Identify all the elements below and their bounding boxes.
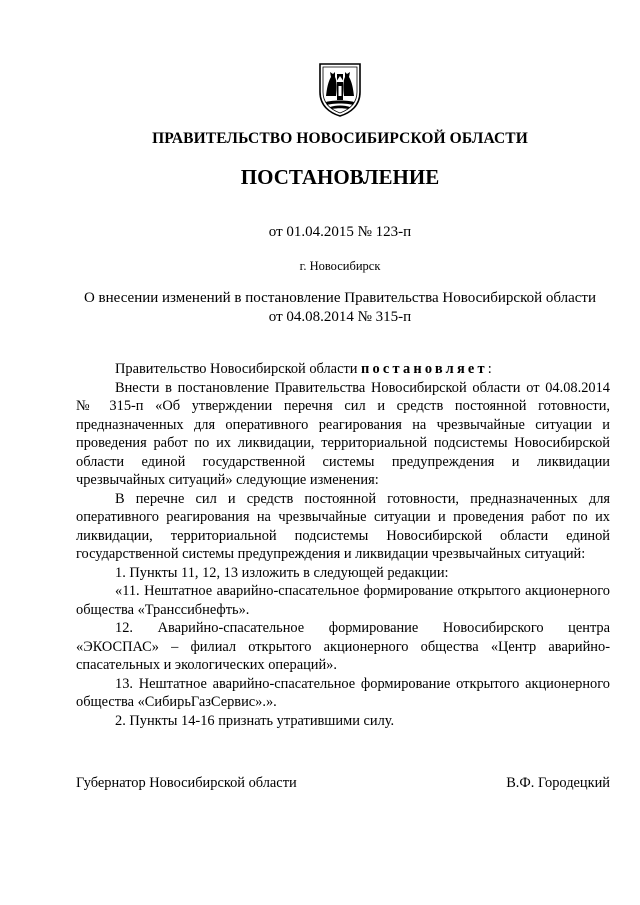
signature-name: В.Ф. Городецкий (506, 775, 610, 791)
subject-line-1: О внесении изменений в постановление Правительства Новосибирской области (83, 290, 597, 306)
paragraph-item-11: «11. Нештатное аварийно-спасательное формирование открытого акционерного общества «Транссибнефть». (76, 583, 610, 618)
date-number: от 01.04.2015 № 123-п (268, 224, 412, 240)
paragraph-item-12: 12. Аварийно-спасательное формирование Новосибирского центра «ЭКОСПАС» – филиал открытого акционерного общества «Центр аварийно-спасательных и экологических операций». (76, 620, 610, 673)
document-type: ПОСТАНОВЛЕНИЕ (240, 165, 440, 189)
intro-colon: : (487, 361, 492, 377)
subject (0, 289, 640, 327)
organization-title: ПРАВИТЕЛЬСТВО НОВОСИБИРСКОЙ ОБЛАСТИ (152, 130, 528, 147)
subject-line-2: от 04.08.2014 № 315-п (268, 309, 412, 325)
signature-position: Губернатор Новосибирской области (76, 775, 297, 791)
city: г. Новосибирск (299, 259, 381, 273)
paragraph-list: В перечне сил и средств постоянной готовности, предназначенных для оперативного реагирования на чрезвычайные ситуации и проведения работ по их ликвидации, территориальной подсистемы Новосибирской области единой государственной системы предупреждения и ликвидации чрезвычайных ситуаций: (76, 490, 610, 562)
paragraph-item-1: 1. Пункты 11, 12, 13 изложить в следующей редакции: (115, 564, 449, 581)
resolves-word: постановляет (361, 361, 488, 377)
document-body (76, 360, 610, 730)
intro-text: Правительство Новосибирской области (115, 361, 362, 377)
paragraph-amend: Внести в постановление Правительства Новосибирской области от 04.08.2014 № 315-п «Об утверждении перечня сил и средств постоянной готовности, предназначенных для оперативного реагирования на чрезвычайные ситуации и проведения работ по их ликвидации, территориальной подсистемы Новосибирской области единой государственной системы предупреждения и ликвидации чрезвычайных ситуаций» следующие изменения: (76, 379, 610, 488)
intro-paragraph (76, 360, 610, 379)
coat-of-arms-icon (316, 62, 364, 118)
paragraph-item-2: 2. Пункты 14-16 признать утратившими силу. (115, 712, 395, 729)
paragraph-item-13: 13. Нештатное аварийно-спасательное формирование открытого акционерного общества «СибирьГазСервис».». (76, 675, 610, 710)
